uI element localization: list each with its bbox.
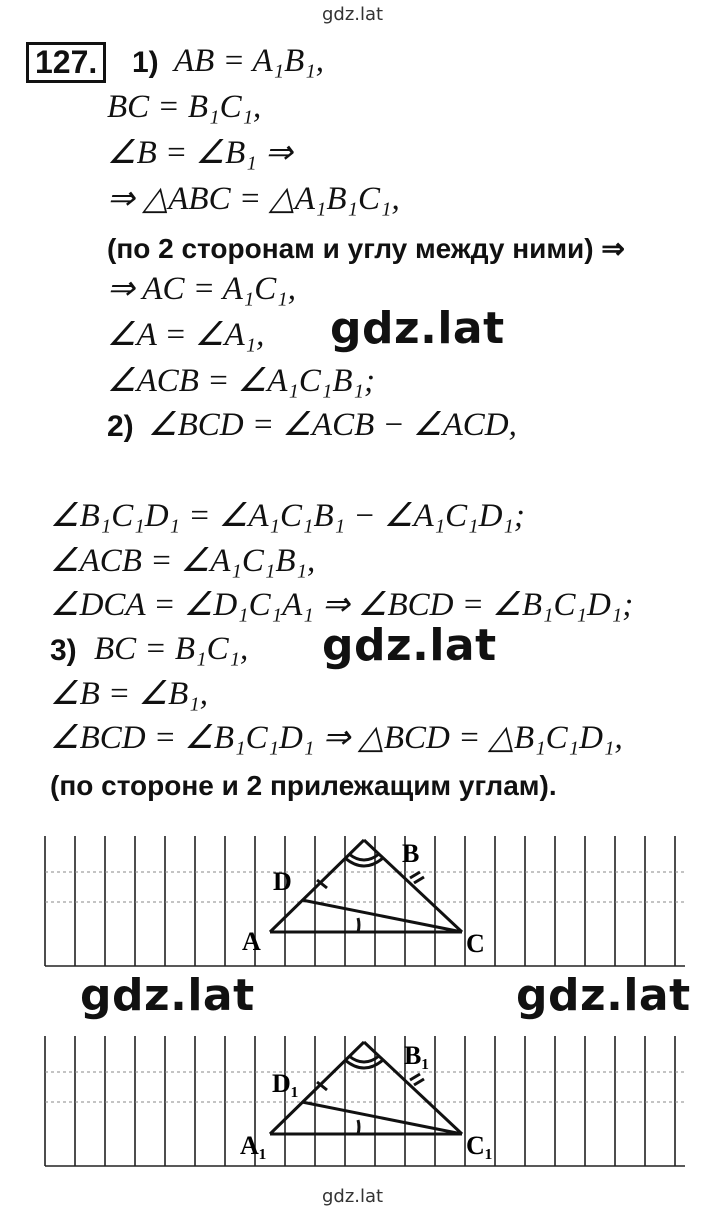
label-c: C	[466, 929, 485, 958]
part1-label: 1)	[132, 46, 159, 79]
grid-paper	[45, 836, 685, 966]
proof-line: BC = B₁C₁,	[94, 631, 249, 667]
proof-line: ∠BCD = ∠ACB − ∠ACD,	[148, 407, 517, 443]
proof-line: AB = A₁B₁,	[174, 43, 324, 79]
watermark-mid2: gdz.lat	[322, 620, 497, 671]
proof-line: ⇒ AC = A₁C₁,	[107, 271, 297, 307]
proof-line: ∠B = ∠B₁,	[50, 676, 208, 712]
proof-line: ∠B = ∠B₁ ⇒	[107, 135, 293, 171]
proof-line: ∠DCA = ∠D₁C₁A₁ ⇒ ∠BCD = ∠B₁C₁D₁;	[50, 587, 634, 623]
label-b1: B₁	[404, 1041, 430, 1070]
watermark-bottom: gdz.lat	[322, 1186, 384, 1207]
proof-line: BC = B₁C₁,	[107, 89, 262, 125]
label-a1: A₁	[240, 1131, 267, 1160]
watermark-mid1: gdz.lat	[330, 303, 505, 354]
label-c1: C₁	[466, 1131, 493, 1160]
proof-line: ⇒ △ABC = △A₁B₁C₁,	[107, 181, 400, 217]
watermark-fig-right: gdz.lat	[516, 970, 691, 1021]
triangle-figure-1	[0, 820, 720, 980]
proof-line: ∠B₁C₁D₁ = ∠A₁C₁B₁ − ∠A₁C₁D₁;	[50, 498, 525, 534]
watermark-fig-left: gdz.lat	[80, 970, 255, 1021]
proof-line: ∠A = ∠A₁,	[107, 317, 265, 353]
label-d: D	[273, 867, 292, 896]
part2-label: 2)	[107, 410, 134, 443]
proof-line: ∠ACB = ∠A₁C₁B₁;	[107, 363, 375, 399]
triangle-figure-2	[0, 1030, 720, 1180]
label-a: A	[242, 927, 261, 956]
proof-line: ∠ACB = ∠A₁C₁B₁,	[50, 543, 316, 579]
watermark-top: gdz.lat	[322, 4, 384, 25]
grid-paper	[45, 1036, 685, 1166]
proof-line-text: (по 2 сторонам и углу между ними) ⇒	[107, 233, 625, 264]
label-b: B	[402, 839, 420, 868]
proof-line-text: (по стороне и 2 прилежащим углам).	[50, 770, 557, 801]
problem-number: 127.	[26, 42, 106, 83]
label-d1: D₁	[272, 1069, 299, 1098]
proof-line: ∠BCD = ∠B₁C₁D₁ ⇒ △BCD = △B₁C₁D₁,	[50, 720, 623, 756]
part3-label: 3)	[50, 634, 77, 667]
